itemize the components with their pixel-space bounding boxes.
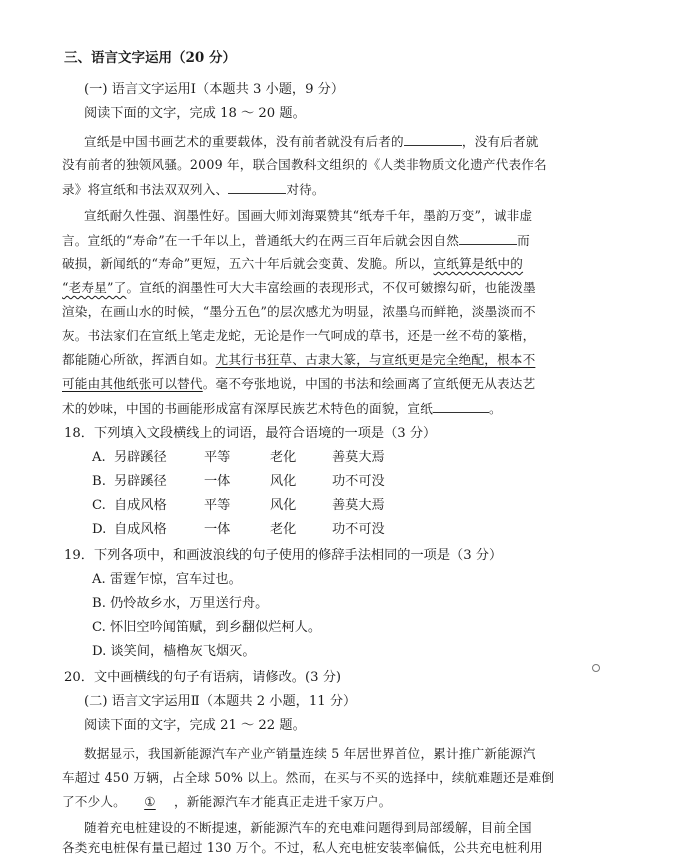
option-word: 老化 <box>270 522 297 537</box>
passage1-line: 渲染，在画山水的时候，“墨分五色”的层次感尤为明显，浓墨乌而鲜艳，淡墨淡而不 <box>62 304 536 319</box>
passage1-line <box>62 254 523 274</box>
option-letter: C. <box>92 620 106 635</box>
option-text: 谈笑间，樯橹灰飞烟灭。 <box>110 644 256 659</box>
question-18-stem: 18．下列填入文段横线上的词语，最符合语境的一项是（3 分） <box>64 426 437 441</box>
option-text: 仍怜故乡水，万里送行舟。 <box>110 596 269 611</box>
passage1-line: 宣纸耐久性强、润墨性好。国画大师刘海粟赞其“纸寿千年，墨韵万变”，诚非虚 <box>84 208 533 223</box>
passage-text: 而 <box>517 233 530 248</box>
option-letter: C. <box>92 498 106 513</box>
section-title: 三、语言文字运用（20 分） <box>64 50 236 66</box>
option-word: 一体 <box>204 522 231 537</box>
option-word: 另辟蹊径 <box>114 450 167 465</box>
option-word: 功不可没 <box>332 474 385 489</box>
option-word: 一体 <box>204 474 231 489</box>
question-19-option <box>92 594 268 614</box>
question-19-stem: 19．下列各项中，和画波浪线的句子使用的修辞手法相同的一项是（3 分） <box>64 548 503 563</box>
underlined-sentence: 可能由其他纸张可以替代 <box>62 376 203 391</box>
option-word: 善莫大焉 <box>332 450 385 465</box>
question-19-option <box>92 618 321 638</box>
option-word: 老化 <box>270 450 297 465</box>
passage1-line <box>62 374 535 394</box>
part1-heading: (一) 语言文字运用Ⅰ（本题共 3 小题，9 分） <box>84 82 345 97</box>
passage2-line: 各类充电桩保有量已超过 130 万个。不过，私人充电桩安装率偏低，公共充电桩利用 <box>62 840 543 855</box>
passage-text: ，新能源汽车才能真正走进千家万户。 <box>173 794 392 809</box>
option-word: 自成风格 <box>114 498 167 513</box>
passage-text: 宣纸是中国书画艺术的重要载体，没有前者就没有后者的 <box>84 134 404 149</box>
passage-text: 术的妙味，中国的书画能形成富有深厚民族艺术特色的面貌，宣纸 <box>62 401 434 416</box>
passage-text: 。宣纸的润墨性可大大丰富绘画的表现形式，不仅可皴擦勾斫，也能泼墨 <box>126 280 536 295</box>
question-19-option <box>92 570 242 590</box>
option-word: 风化 <box>270 498 297 513</box>
option-word: 功不可没 <box>332 522 385 537</box>
passage1-line: 没有前者的独领风骚。2009 年，联合国教科文组织的《人类非物质文化遗产代表作名 <box>62 157 547 172</box>
scan-speck <box>592 664 600 672</box>
passage1-line <box>62 398 502 419</box>
option-letter: D. <box>92 522 107 537</box>
option-word: 自成风格 <box>114 522 167 537</box>
option-word: 另辟蹊径 <box>114 474 167 489</box>
option-letter: B. <box>92 474 106 489</box>
numbered-blank: ① <box>144 794 156 809</box>
question-19-option <box>92 642 256 662</box>
option-letter: A. <box>92 572 106 587</box>
passage-text: 了不少人。 <box>62 794 126 809</box>
part1-instruction: 阅读下面的文字，完成 18 ～ 20 题。 <box>84 106 306 121</box>
option-word: 风化 <box>270 474 297 489</box>
option-text: 怀旧空吟闻笛赋，到乡翻似烂柯人。 <box>110 620 322 635</box>
passage-text: 。 <box>489 401 502 416</box>
passage1-line <box>62 350 535 370</box>
option-text: 雷霆乍惊，宫车过也。 <box>109 572 242 587</box>
wavy-underlined-sentence: 宣纸算是纸中的 <box>433 256 524 271</box>
fill-blank-2 <box>228 179 286 194</box>
question-20-stem: 20．文中画横线的句子有语病，请修改。(3 分) <box>64 670 342 685</box>
passage1-line <box>84 131 539 152</box>
passage1-line <box>62 179 325 200</box>
passage1-line: 灰。书法家们在宣纸上笔走龙蛇，无论是作一气呵成的草书，还是一丝不苟的篆楷， <box>62 328 536 343</box>
option-letter: A. <box>92 450 106 465</box>
passage-text: 。毫不夸张地说，中国的书法和绘画离了宣纸便无从表达艺 <box>202 376 536 391</box>
option-letter: D. <box>92 644 107 659</box>
passage1-line <box>62 230 530 251</box>
passage-text: ，没有后者就 <box>461 134 539 149</box>
option-word: 平等 <box>204 498 231 513</box>
wavy-underlined-sentence: “老寿星”了 <box>62 280 127 295</box>
passage1-line <box>62 278 536 298</box>
underlined-sentence: 尤其行书狂草、古隶大篆，与宣纸更是完全绝配，根本不 <box>215 352 536 367</box>
passage2-line <box>62 792 391 812</box>
option-word: 善莫大焉 <box>332 498 385 513</box>
passage2-line: 车超过 450 万辆，占全球 50% 以上。然而，在买与不买的选择中，续航难题还是难倒 <box>62 770 555 785</box>
passage-text: 言。宣纸的“寿命”在一千年以上，普通纸大约在两三百年后就会因自然 <box>62 233 460 248</box>
passage2-line: 数据显示，我国新能源汽车产业产销量连续 5 年居世界首位，累计推广新能源汽 <box>84 746 536 761</box>
passage-text: 对待。 <box>286 182 325 197</box>
fill-blank-1 <box>404 131 462 146</box>
option-letter: B. <box>92 596 106 611</box>
passage2-line: 随着充电桩建设的不断提速，新能源汽车的充电难问题得到局部缓解，目前全国 <box>84 820 532 835</box>
fill-blank-3 <box>459 230 517 245</box>
passage-text: 都能随心所欲，挥洒自如。 <box>62 352 216 367</box>
passage-text: 破损，新闻纸的“寿命”更短，五六十年后就会变黄、发脆。所以， <box>62 256 434 271</box>
passage-text: 录》将宣纸和书法双双列入、 <box>62 182 229 197</box>
fill-blank-4 <box>433 398 489 413</box>
part2-instruction: 阅读下面的文字，完成 21 ～ 22 题。 <box>84 718 306 733</box>
part2-heading: (二) 语言文字运用Ⅱ（本题共 2 小题，11 分） <box>84 694 357 709</box>
option-word: 平等 <box>204 450 231 465</box>
